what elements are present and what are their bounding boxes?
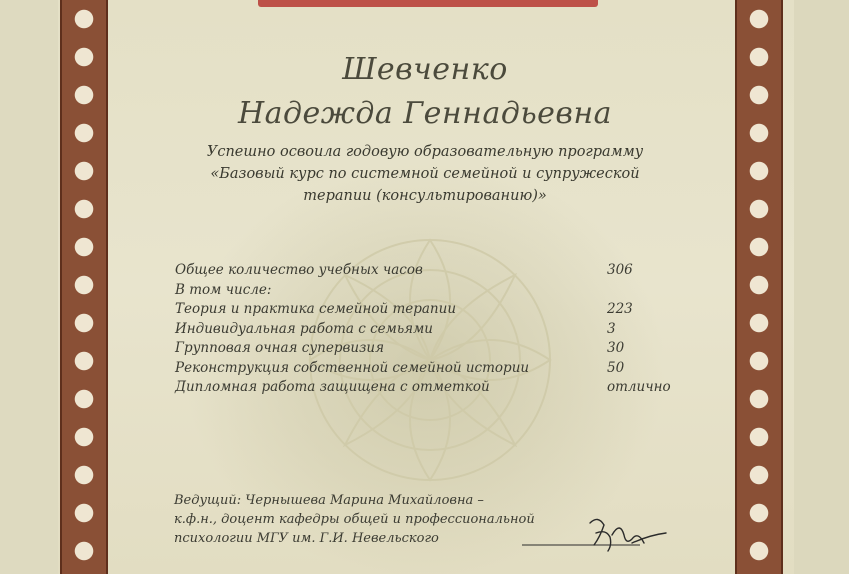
hours-value: 306 (607, 262, 633, 278)
left-ornamental-border (60, 0, 108, 574)
hours-value: 223 (607, 301, 633, 317)
certificate-title-fragment (258, 0, 598, 7)
hours-label: Реконструкция собственной семейной истории (175, 359, 530, 376)
hours-row (175, 301, 695, 321)
hours-value: 3 (607, 320, 616, 337)
hours-label: Общее количество учебных часов (175, 262, 423, 278)
hours-row (175, 321, 695, 341)
program-line-2: «Базовый курс по системной семейной и супружеской (210, 166, 640, 182)
hours-label: Групповая очная супервизия (175, 340, 385, 356)
left-margin (0, 0, 58, 574)
hours-label: Теория и практика семейной терапии (175, 301, 457, 317)
leader-line-2: к.ф.н., доцент кафедры общей и профессиональной (174, 512, 535, 527)
hours-row (175, 379, 695, 399)
hours-value: отлично (607, 379, 671, 395)
leader-line-3: психологии МГУ им. Г.И. Невельского (174, 531, 439, 546)
handwritten-signature (520, 505, 670, 560)
hours-row (175, 282, 695, 302)
leader-line-1: Ведущий: Чернышева Марина Михайловна – (174, 493, 484, 508)
hours-value: 50 (607, 359, 625, 376)
hours-row (175, 340, 695, 360)
hours-label: Дипломная работа защищена с отметкой (175, 379, 490, 395)
recipient-surname: Шевченко (342, 52, 508, 87)
hours-breakdown (175, 262, 695, 399)
hours-label: В том числе: (175, 281, 272, 298)
program-line-1: Успешно освоила годовую образовательную программу (206, 144, 644, 160)
recipient-given-names: Надежда Геннадьевна (237, 96, 613, 131)
right-ornamental-border (735, 0, 783, 574)
hours-value: 30 (607, 340, 625, 356)
hours-label: Индивидуальная работа с семьями (175, 320, 433, 337)
right-margin (794, 0, 849, 574)
hours-row (175, 262, 695, 282)
program-line-3: терапии (консультированию)» (303, 188, 547, 204)
hours-row (175, 360, 695, 380)
